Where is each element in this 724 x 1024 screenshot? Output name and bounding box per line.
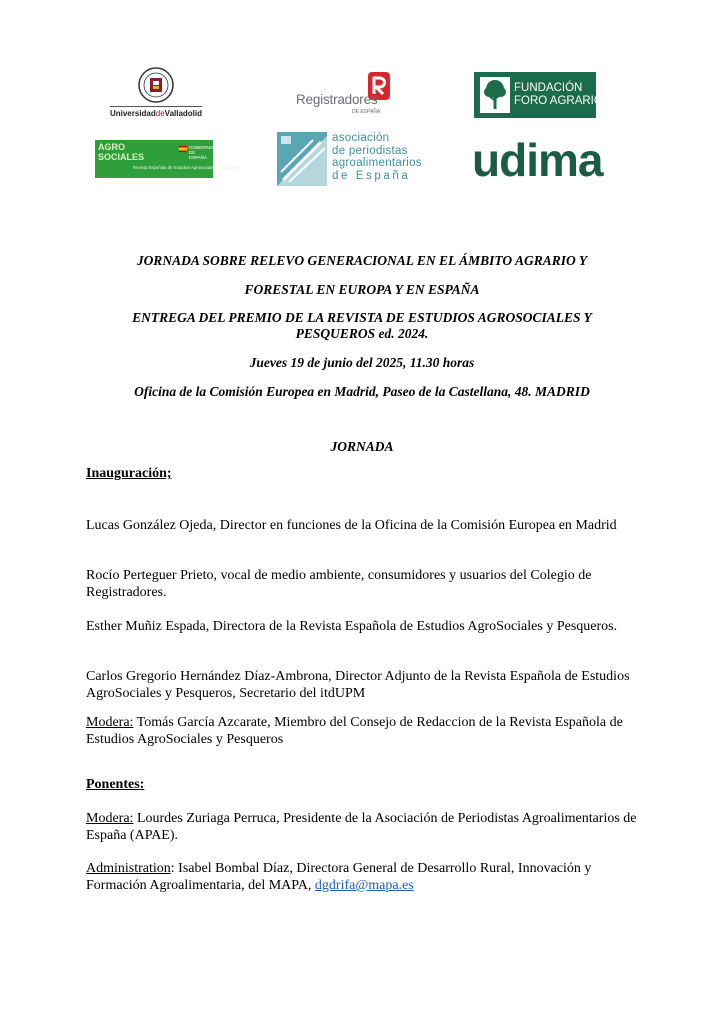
registradores-logo <box>294 72 404 120</box>
ponentes-modera-label: Modera: <box>86 811 134 826</box>
apae-line1: asociación <box>332 132 390 144</box>
registradores-name: Registradores <box>296 92 378 107</box>
apae-mark-icon <box>277 132 327 186</box>
email-link[interactable]: dgdrifa@mapa.es <box>314 878 414 893</box>
event-location: Oficina de la Comisión Europea en Madrid, Paseo de la Castellana, 48. MADRID <box>134 384 590 399</box>
ponentes-heading <box>86 777 144 793</box>
administration-label: Administration <box>86 861 171 876</box>
uva-seal-icon <box>131 66 181 104</box>
inauguracion-modera-paragraph <box>86 714 638 748</box>
modera-text: Tomás García Azcarate, Miembro del Consejo de Redaccion de la Revista Española de Estudios AgroSociales y Pesqueros <box>86 715 623 747</box>
uva-name: UniversidaddeValladolid <box>109 109 203 118</box>
header-line2: FORESTAL EN EUROPA Y EN ESPAÑA <box>244 282 480 297</box>
administration-text: : Isabel Bombal Díaz, Directora General de Desarrollo Rural, Innovación y Formación Agroalimentaria, del MAPA, <box>86 861 592 893</box>
spain-flag-icon <box>179 146 187 152</box>
gobierno-text <box>189 145 213 160</box>
fundacion-line1: FUNDACIÓN <box>514 82 583 94</box>
speaker-paragraph-2: Rocío Perteguer Prieto, vocal de medio ambiente, consumidores y usuarios del Colegio de Registradores. <box>86 568 592 600</box>
administration-paragraph <box>86 860 638 894</box>
agro-line1: AGRO <box>98 142 125 152</box>
udima-logo: udima <box>472 134 603 186</box>
agrosociales-subtitle: Revista Española de Estudios Agrosociales y Pesqueros <box>133 165 241 170</box>
apae-line2: de periodistas <box>332 144 408 157</box>
apae-text <box>332 132 422 182</box>
header-line4: PESQUEROS ed. 2024. <box>295 326 429 341</box>
event-date: Jueves 19 de junio del 2025, 11.30 horas <box>249 355 475 370</box>
fundacion-text <box>514 82 603 108</box>
universidad-valladolid-logo <box>108 66 204 124</box>
gob-line1: GOBIERNO <box>189 145 214 150</box>
apae-line3: agroalimentarios <box>332 157 422 169</box>
inauguracion-heading: Inauguración; <box>86 466 172 481</box>
gob-line2: DE ESPAÑA <box>189 150 207 160</box>
ponentes-modera-paragraph <box>86 810 638 844</box>
speaker-paragraph-1: Lucas González Ojeda, Director en funciones de la Oficina de la Comisión Europea en Madrid <box>86 518 617 533</box>
modera-label: Modera: <box>86 715 134 730</box>
agro-line2: SOCIALES <box>98 152 145 162</box>
agrosociales-word <box>98 142 144 162</box>
ponentes-title: Ponentes <box>86 777 140 792</box>
agrosociales-logo <box>95 140 241 178</box>
uva-rule <box>110 106 202 107</box>
apae-logo <box>277 132 422 188</box>
speaker-paragraph-3: Esther Muñiz Espada, Directora de la Revista Española de Estudios AgroSociales y Pesqueros. <box>86 619 618 634</box>
apae-line4: de España <box>332 169 411 182</box>
fundacion-line2: FORO AGRARIO <box>514 95 603 107</box>
header-line1: JORNADA SOBRE RELEVO GENERACIONAL EN EL ÁMBITO AGRARIO Y <box>136 253 588 268</box>
ponentes-colon: : <box>139 777 145 792</box>
fundacion-foro-agrario-logo <box>474 72 603 118</box>
header-line3: ENTREGA DEL PREMIO DE LA REVISTA DE ESTUDIOS AGROSOCIALES Y <box>132 310 592 325</box>
speaker-paragraph-4: Carlos Gregorio Hernández Díaz-Ambrona, Director Adjunto de la Revista Española de Estudios AgroSociales y Pesqueros, Secretario del itdUPM <box>86 669 630 701</box>
registradores-sub: DE ESPAÑA <box>352 109 381 115</box>
jornada-heading: JORNADA <box>330 439 394 454</box>
tree-icon <box>480 77 510 113</box>
ponentes-modera-text: Lourdes Zuriaga Perruca, Presidente de la Asociación de Periodistas Agroalimentarios de España (APAE). <box>86 811 637 843</box>
